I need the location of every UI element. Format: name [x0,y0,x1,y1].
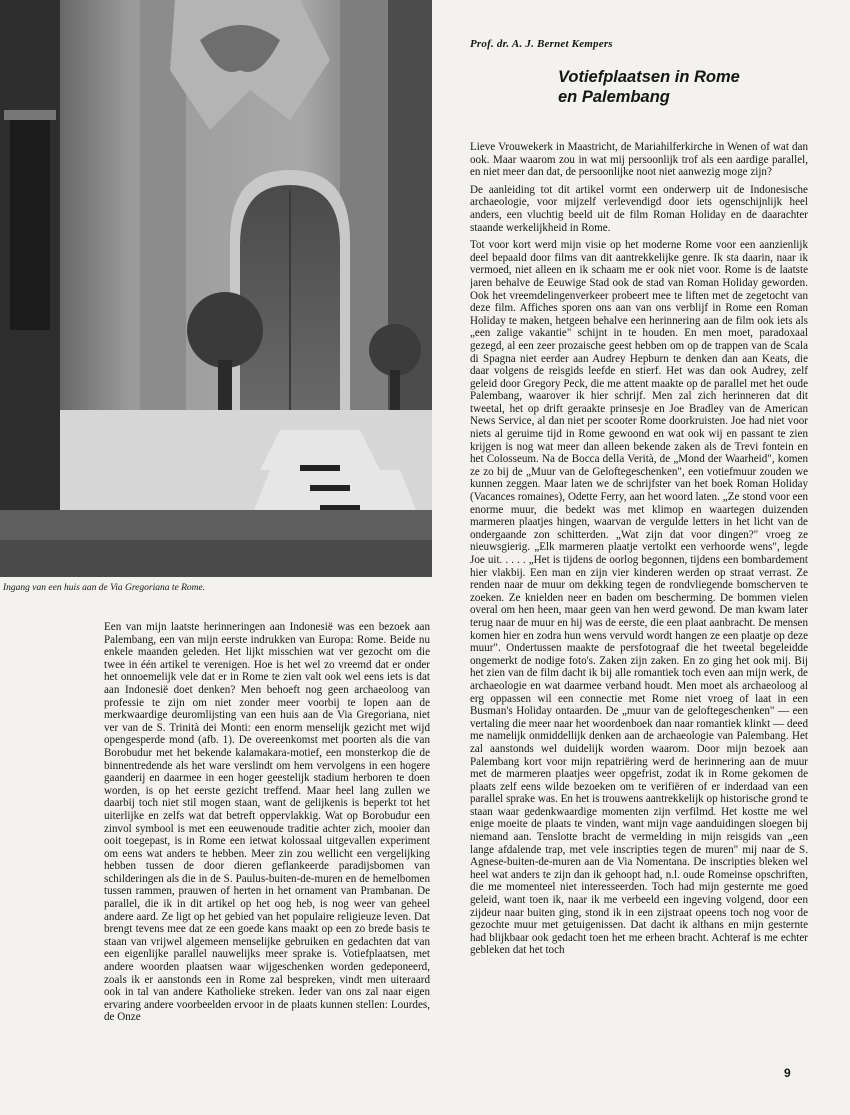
paragraph: Een van mijn laatste herinneringen aan Indonesië was een bezoek aan Palembang, een van mijn eerste indrukken van Europa: Rome. Beide nu enkele maanden geleden. Het lijkt misschien wat ver gezocht om die twee in één artikel te verenigen. Hoe is het wel zo vreemd dat er onder het onnoemelijk vele dat er in Rome te zien valt ook wel eens iets is dat aan Indonesië doet denken? Men behoeft nog geen archaeoloog van professie te zijn om niet zonder meer voorbij te lopen aan de merkwaardige deuromlijsting van een huis aan de Via Gregoriana, niet ver van de S. Trinità dei Monti: een enorm menselijk gezicht met wijd opengesperde mond (afb. 1). De overeenkomst met poorten als die van Borobudur met het bekende kalamakara-motief, een monsterkop die de binnentredende als het ware verslindt om hem vervolgens in een hogere gaanderij en daarmee in een hoger geestelijk stadium herboren te doen worden, is op het eerste gezicht treffend. Maar heel lang zullen we daarbij toch niet stil mogen staan, want de gelijkenis is beperkt tot het uiterlijke en zelfs wat dat betreft oppervlakkig. Wat op Borobudur een zinvol symbool is met een eeuwenoude traditie achter zich, mooier dan ooit toegepast, is in Rome een ietwat kolossaal uitgevallen experiment om eens wat anders te hebben. Meer zin zou wellicht een vergelijking hebben tussen de door dieren geflankeerde paradijsbomen van schilderingen als die in de S. Paulus-buiten-de-muren en de hemelbomen tussen rammen, prauwen of herten in het ornament van Prambanan. De parallel, die ik in dit artikel op het oog heb, is nog weer van geheel andere aard. Ze ligt op het gebied van het populaire religieuze leven. Dat brengt tevens mee dat ze een goede kans maakt op een zo brede basis te staan van vrijwel algemeen menselijke gebruiken en gedachten dat van een eigenlijke parallel nauwelijks meer sprake is. Votiefplaatsen, met andere woorden plaatsen waar wijgeschenken worden gedeponeerd, zoals ik er aanstonds een in Rome zal bespreken, vindt men uiteraard ook in tal van andere Katholieke streken. Ieder van ons zal naar eigen ervaring andere voorbeelden ervoor in de plaats kunnen stellen: Lourdes, de Onze [104,621,430,1024]
building-entrance-photo [0,0,432,577]
paragraph: De aanleiding tot dit artikel vormt een onderwerp uit de Indonesische archaeologie, voor mijzelf verlevendigd door iets ogenschijnlijk heel anders, een vluchtig beeld uit de film Roman Holiday en de daarachter staande werkelijkheid in Rome. [470,183,808,234]
photo-caption: Ingang van een huis aan de Via Gregoriana te Rome. [3,583,206,593]
paragraph: Lieve Vrouwekerk in Maastricht, de Mariahilferkirche in Wenen of wat dan ook. Maar waarom zou in wat mij persoonlijk trof als een aardige parallel, en niet meer dan dat, de persoonlijke noot niet aanwezig moge zijn? [470,141,808,179]
title-line-2: en Palembang [558,88,670,106]
author-name: Prof. dr. A. J. Bernet Kempers [470,38,613,50]
left-text-column [104,621,430,1101]
paragraph: Tot voor kort werd mijn visie op het moderne Rome voor een aanzienlijk deel bepaald door films van dit aantrekkelijke genre. Ik sta daarin, naar ik vermoed, niet alleen en ik schaam me er ook niet voor. Rome is de laatste jaren behalve de Eeuwige Stad ook de stad van Roman Holiday geworden. Ook het vreemdelingenverkeer probeert mee te liften met de zegetocht van deze film. Affiches sporen ons aan van ons verblijf in Rome een Roman Holiday te maken, hetgeen behalve een herinnering aan de film ook iets als „een zalige vakantie" schijnt in te houden. En men moet, paradoxaal gezegd, al een zeer prozaische geest hebben om op de trappen van de Scala di Spagna niet eerder aan Audrey Hepburn te denken dan aan Keats, die daar volgens de reisgids leefde en stierf. Het was dan ook Audrey, zelf geleid door Gregory Peck, die me attent maakte op de parallel met het oude Palembang, waarover ik hier schrijf. Men zal zich herinneren dat dit tweetal, het op drift geraakte prinsesje en Joe Bradley van de American News Service, al dan niet per scooter Rome doorkruisten. Joe had niet voor niets al geruime tijd in Rome gewoond en wat ook wij en passant te zien krijgen is nog wat meer dan alleen bekende zaken als de Trevi fontein en het Colosseum. Na de Bocca della Verità, de „Mond der Waarheid", komen ze zo bij de „Muur van de Geloftegeschenken", een votiefmuur zouden we kunnen zeggen. Maar laten we de schrijfster van het boek Roman Holiday (Vacances romaines), Odette Ferry, aan het woord laten. „Ze stond voor een enorme muur, die bedekt was met klimop en waartegen duizenden marmeren plaatjes hingen, waarvan de vergulde letters in het licht van de ondergaande zon schitterden. „Wat zijn dat voor dingen?" vroeg ze nieuwsgierig. „Elk marmeren plaatje vertolkt een verhoorde wens", legde Joe uit. . . . . „Het is tijdens de oorlog begonnen, tijdens een bombardement hier vlakbij. Een man en zijn vier kinderen werden op straat verrast. Ze renden naar de muur om dekking tegen de rondvliegende bomscherven te zoeken. Ze knielden neer en baden om bescherming. De bommen vielen overal om hen heen, maar geen van hen werd gewond. De man kwam later terug naar de muur en hij was de eerste, die een plaat aanbracht. De mensen komen hier en zodra hun wens vervuld wordt hangen ze een plaatje op deze muur". Ondertussen maakte de persfotograaf die het tweetal begeleidde ongemerkt de nodige foto's. Zaken zijn zaken. En zo ging het ook mij. Bij het zien van de film dacht ik bij alle romantiek toch even aan mijn werk, de archaeologie en wat daarmee verband houdt. Men moet als archaeoloog al erg oppassen wil een connectie met Rome niet vroeg of laat in een Busman's Holiday ontaarden. De „muur van de geloftegeschenken" — een vertaling die meer naar het woordenboek dan naar romantiek klinkt — deed me namelijk onmiddellijk denken aan de archaeologie van Palembang. Het zal aanstonds wel duidelijk worden waarom. Door mijn bezoek aan Palembang kort voor mijn repatriëring werd de herinnering aan de muur met de marmeren plaatjes weer opgefrist, zodat ik in Rome gekomen de plaats zelf eens wilde bezoeken om te verifiëren of er inderdaad van een parallel sprake was. En het is trouwens aantrekkelijk op historische grond te staan waar gedenkwaardige momenten zijn verfilmd. Het kostte me wel enige moeite de plaats te vinden, want mijn vage aanduidingen sloegen bij niemand aan. Tenslotte bracht de vermelding in mijn reisgids van „een lange afdalende trap, met vele inscripties tegen de muren" mij naar de S. Agnese-buiten-de-muren aan de Via Nomentana. De inscripties bleken wel heel wat anders te zijn dan ik gehoopt had, n.l. oude Romeinse opschriften, die me momenteel niet interesseerden. Toch had mijn gesternte me goed geleid, want toen ik, naar ik me verbeeld een ingeving volgend, door een zijdeur naar buiten ging, stond ik in een zijstraat opeens toch nog voor de gezochte muur met getuigenissen. Dat dacht ik althans en mijn gesternte had blijkbaar ook gedacht toen het me erheen bracht. Achteraf is me echter gebleken dat het toch [470,239,808,957]
right-text-column [470,141,808,1076]
title-line-1: Votiefplaatsen in Rome [558,68,740,86]
page-number: 9 [784,1066,791,1080]
article-title [558,67,838,107]
